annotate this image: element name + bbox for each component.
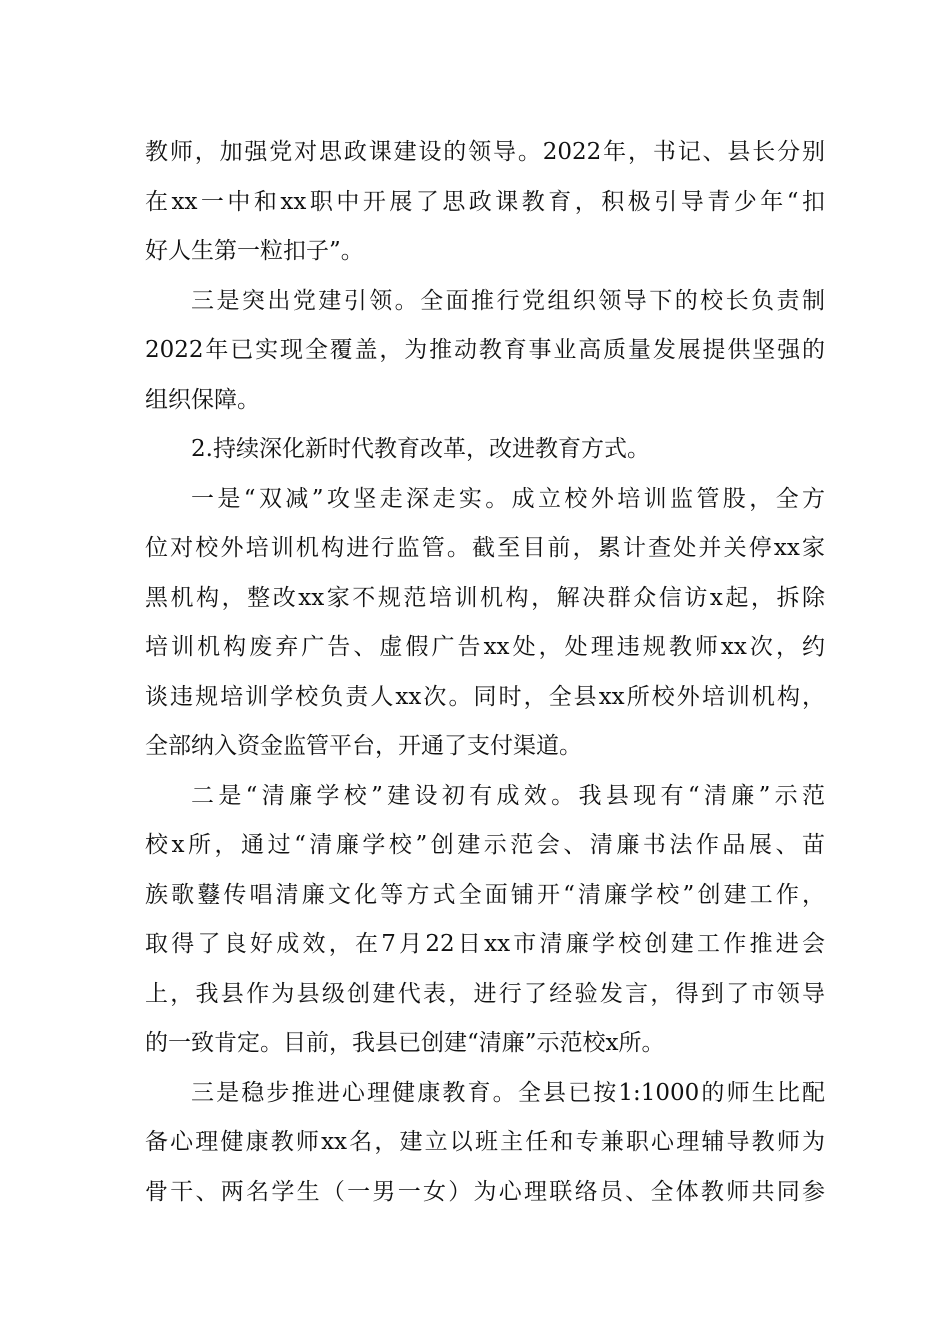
paragraph-start-line: 三是突出党建引领。全面推行党组织领导下的校长负责制 (191, 287, 825, 314)
paragraph-start-line: 一是“双减”攻坚走深走实。成立校外培训监管股，全方 (191, 485, 825, 512)
text-line: 黑机构，整改xx家不规范培训机构，解决群众信访x起，拆除 (145, 584, 825, 611)
text-line: 教师，加强党对思政课建设的领导。2022年，书记、县长分别 (145, 139, 825, 165)
text-line: 校x所，通过“清廉学校”创建示范会、清廉书法作品展、苗 (145, 832, 825, 858)
text-line: 上，我县作为县级创建代表，进行了经验发言，得到了市领导 (145, 980, 825, 1007)
text-line: 族歌鼟传唱清廉文化等方式全面铺开“清廉学校”创建工作， (145, 881, 825, 908)
section-heading: 2.持续深化新时代教育改革，改进教育方式。 (191, 436, 650, 462)
text-line: 备心理健康教师xx名，建立以班主任和专兼职心理辅导教师为 (145, 1129, 825, 1155)
text-line: 好人生第一粒扣子”。 (145, 238, 364, 264)
text-line: 取得了良好成效，在7月22日xx市清廉学校创建工作推进会 (145, 931, 825, 957)
paragraph-start-line: 二是“清廉学校”建设初有成效。我县现有“清廉”示范 (191, 782, 825, 809)
body-text (145, 128, 825, 1217)
text-line: 谈违规培训学校负责人xx次。同时，全县xx所校外培训机构， (145, 683, 825, 710)
text-line: 的一致肯定。目前，我县已创建“清廉”示范校x所。 (145, 1030, 665, 1056)
text-line: 2022年已实现全覆盖，为推动教育事业高质量发展提供坚强的 (145, 337, 825, 363)
text-line: 全部纳入资金监管平台，开通了支付渠道。 (145, 733, 582, 759)
text-line: 在xx一中和xx职中开展了思政课教育，积极引导青少年“扣 (145, 188, 825, 215)
text-line: 位对校外培训机构进行监管。截至目前，累计查处并关停xx家 (145, 535, 825, 561)
text-line: 组织保障。 (145, 386, 260, 413)
text-line: 培训机构废弃广告、虚假广告xx处，处理违规教师xx次，约 (145, 634, 825, 660)
text-line: 骨干、两名学生（一男一女）为心理联络员、全体教师共同参 (145, 1178, 825, 1205)
paragraph-start-line: 三是稳步推进心理健康教育。全县已按1:1000的师生比配 (191, 1079, 825, 1106)
